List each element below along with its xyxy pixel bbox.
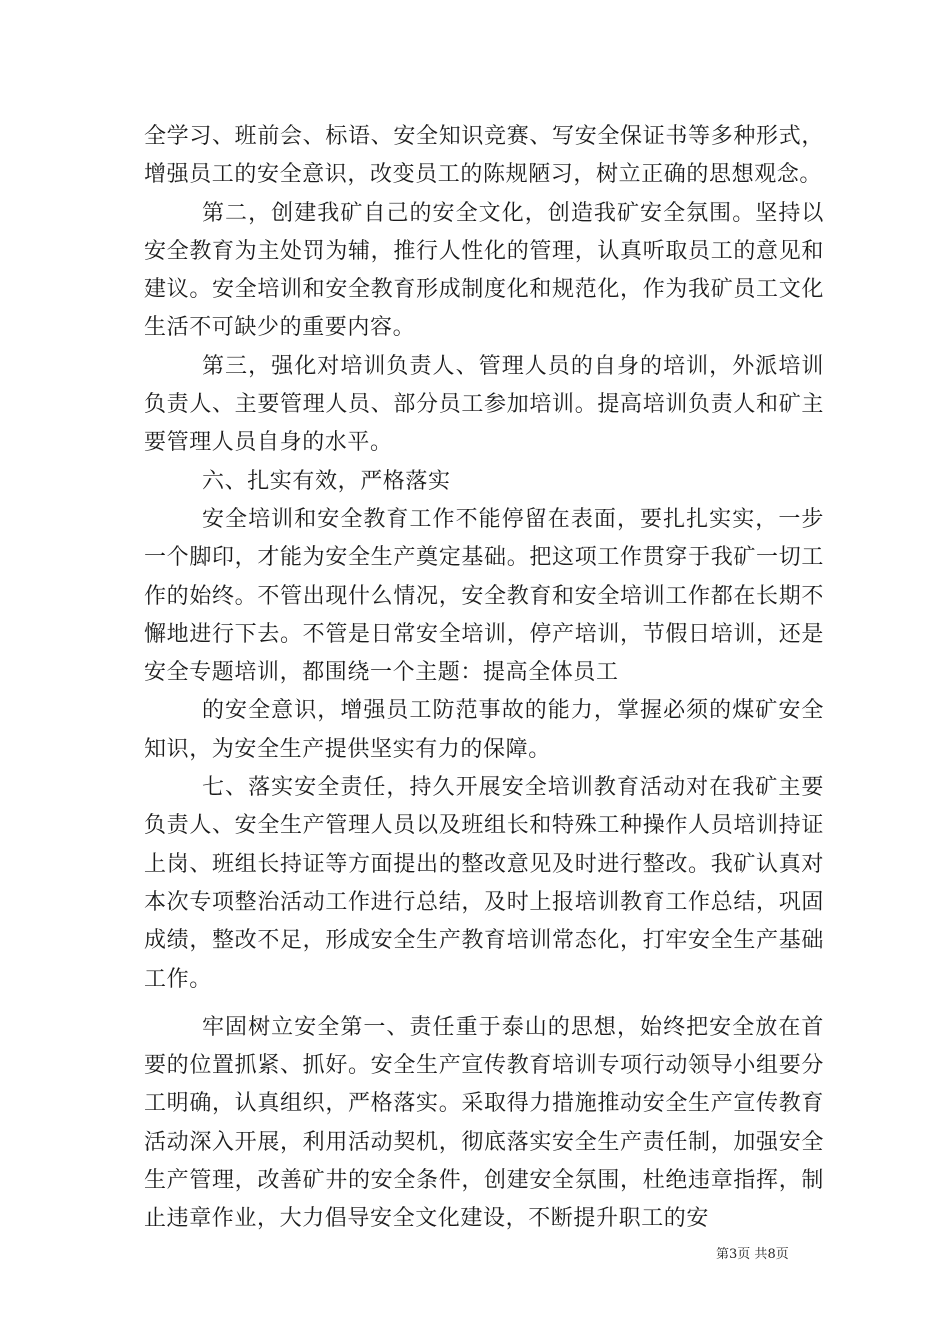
footer-suffix: 页 xyxy=(775,1247,789,1262)
paragraph-section-six-body: 安全培训和安全教育工作不能停留在表面，要扎扎实实，一步一个脚印，才能为安全生产奠定基础。把这项工作贯穿于我矿一切工作的始终。不管出现什么情况，安全教育和安全培训工作都在长期不懈地进行下去。不管是日常安全培训，停产培训，节假日培训，还是安全专题培训，都围绕一个主题：提高全体员工 xyxy=(144,506,824,686)
paragraph-section-six-continued: 的安全意识，增强员工防范事故的能力，掌握必须的煤矿安全知识，为安全生产提供坚实有力的保障。 xyxy=(144,698,824,762)
page-number-footer xyxy=(716,1246,789,1264)
paragraph-section-seven: 七、落实安全责任，持久开展安全培训教育活动对在我矿主要负责人、安全生产管理人员以及班组长和特殊工种操作人员培训持证上岗、班组长持证等方面提出的整改意见及时进行整改。我矿认真对本次专项整治活动工作进行总结，及时上报培训教育工作总结，巩固成绩，整改不足，形成安全生产教育培训常态化，打牢安全生产基础工作。 xyxy=(144,775,824,992)
footer-current-page: 3 xyxy=(729,1247,738,1262)
section-heading-six: 六、扎实有效，严格落实 xyxy=(202,468,451,494)
document-body xyxy=(144,118,824,1239)
paragraph-continuation: 全学习、班前会、标语、安全知识竞赛、写安全保证书等多种形式，增强员工的安全意识，改变员工的陈规陋习，树立正确的思想观念。 xyxy=(144,124,824,188)
footer-middle: 页 共 xyxy=(737,1247,768,1262)
paragraph-closing: 牢固树立安全第一、责任重于泰山的思想，始终把安全放在首要的位置抓紧、抓好。安全生产宣传教育培训专项行动领导小组要分工明确，认真组织，严格落实。采取得力措施推动安全生产宣传教育活动深入开展，利用活动契机，彻底落实安全生产责任制，加强安全生产管理，改善矿井的安全条件，创建安全氛围，杜绝违章指挥，制止违章作业，大力倡导安全文化建设，不断提升职工的安 xyxy=(144,1014,824,1232)
footer-total-pages: 8 xyxy=(767,1247,776,1262)
paragraph-third-point: 第三，强化对培训负责人、管理人员的自身的培训，外派培训负责人、主要管理人员、部分员工参加培训。提高培训负责人和矿主要管理人员自身的水平。 xyxy=(144,353,824,456)
paragraph-second-point: 第二，创建我矿自己的安全文化，创造我矿安全氛围。坚持以安全教育为主处罚为辅，推行人性化的管理，认真听取员工的意见和建议。安全培训和安全教育形成制度化和规范化，作为我矿员工文化生活不可缺少的重要内容。 xyxy=(144,200,824,341)
footer-prefix: 第 xyxy=(716,1247,730,1262)
